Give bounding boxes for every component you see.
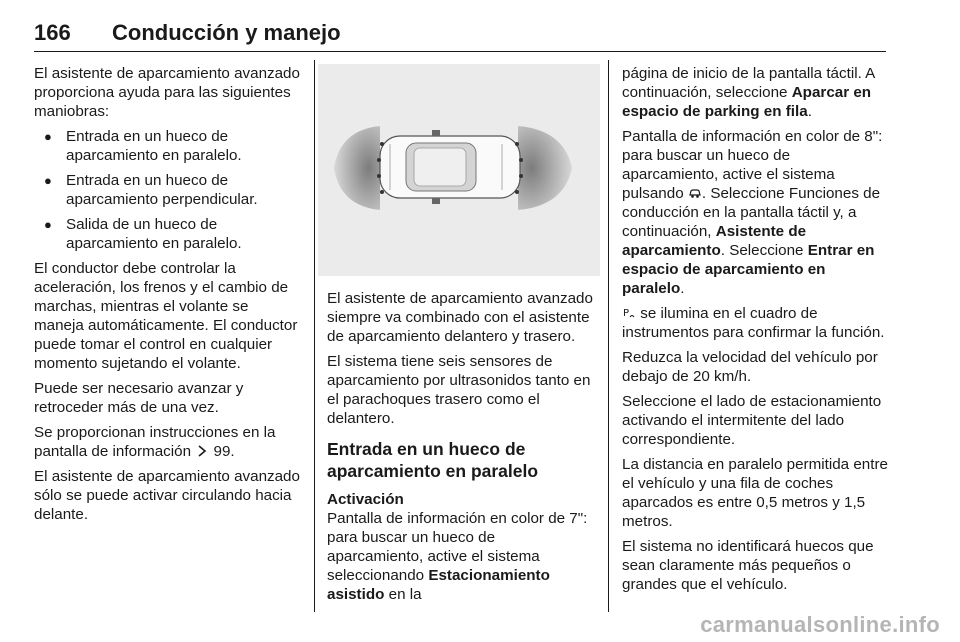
- car-top-view: [380, 130, 520, 204]
- activation-8in-paragraph: Pantalla de información en color de 8": para buscar un hueco de aparcamiento, active el sistema pulsando . Seleccione Funciones de conducción en la pantalla táctil y, a continuación, Asistente de aparcamiento. Seleccione Entrar en espacio de aparcamiento en paralelo.: [622, 128, 883, 297]
- menu-term: Estacionamiento asistido: [327, 567, 550, 603]
- combination-paragraph: El asistente de aparcamiento avanzado siempre va combinado con el asistente de aparcamiento delantero y trasero.: [327, 290, 593, 345]
- activation-continued-paragraph: página de inicio de la pantalla táctil. A continuación, seleccione Aparcar en espacio de parking en fila.: [622, 65, 875, 120]
- subsection-heading: Activación: [327, 491, 404, 508]
- section-heading: Entrada en un hueco de aparcamiento en paralelo: [327, 439, 539, 481]
- indicator-paragraph: P se ilumina en el cuadro de instrumentos para confirmar la función.: [622, 305, 885, 341]
- speed-paragraph: Reduzca la velocidad del vehículo por debajo de 20 km/h.: [622, 349, 878, 385]
- rear-sensor-zone: [334, 126, 380, 210]
- distance-paragraph: La distancia en paralelo permitida entre el vehículo y una fila de coches aparcados es entre 0,5 metros y 1,5 metros.: [622, 456, 888, 530]
- header-rule: [34, 51, 886, 52]
- column-divider-2: [608, 60, 609, 612]
- column-3: [622, 64, 890, 600]
- activation-condition-paragraph: El asistente de aparcamiento avanzado sólo se puede activar circulando hacia delante.: [34, 468, 300, 523]
- menu-term: Entrar en espacio de aparcamiento en paralelo: [622, 242, 875, 297]
- side-selection-paragraph: Seleccione el lado de estacionamiento activando el intermitente del lado correspondiente.: [622, 393, 882, 448]
- column-divider-1: [314, 60, 315, 612]
- maneuver-list: [34, 127, 300, 253]
- watermark: carmanualsonline.info: [700, 612, 940, 637]
- menu-term: Asistente de aparcamiento: [622, 223, 807, 259]
- front-sensor-zone: [518, 126, 572, 210]
- list-item: ● Salida de un hueco de aparcamiento en paralelo.: [34, 215, 300, 253]
- intro-paragraph: El asistente de aparcamiento avanzado proporciona ayuda para las siguientes maniobras:: [34, 65, 300, 120]
- page-number: 166: [34, 20, 71, 45]
- driver-control-paragraph: El conductor debe controlar la aceleración, los frenos y el cambio de marchas, mientras el volante se maneja automáticamente. El conductor puede tomar el control en cualquier momento sujetando el volante.: [34, 260, 298, 372]
- page-header: [34, 20, 886, 50]
- menu-term: Aparcar en espacio de parking en fila: [622, 84, 872, 120]
- car-settings-icon: [688, 186, 702, 200]
- arrow-ref-icon: [195, 444, 209, 458]
- parking-assist-icon: [622, 306, 636, 320]
- sensors-paragraph: El sistema tiene seis sensores de aparcamiento por ultrasonidos tanto en el parachoques trasero como el delantero.: [327, 353, 591, 427]
- parking-sensors-figure: [318, 64, 600, 276]
- activation-7in-paragraph: Pantalla de información en color de 7": para buscar un hueco de aparcamiento, active el sistema seleccionando Estacionamiento asistido en la: [327, 510, 588, 603]
- gap-size-paragraph: El sistema no identificará huecos que sean claramente más pequeños o grandes que el vehículo.: [622, 538, 874, 593]
- svg-text:P: P: [623, 308, 630, 319]
- column-1: [34, 64, 300, 530]
- column-2: [327, 289, 593, 610]
- page-reference-link[interactable]: 99.: [213, 443, 235, 460]
- list-item: ● Entrada en un hueco de aparcamiento perpendicular.: [34, 171, 300, 209]
- list-item: ● Entrada en un hueco de aparcamiento en paralelo.: [34, 127, 300, 165]
- page-title: Conducción y manejo: [112, 20, 341, 45]
- instructions-paragraph: Se proporcionan instrucciones en la pantalla de información 99.: [34, 424, 276, 460]
- maneuver-repeat-paragraph: Puede ser necesario avanzar y retroceder más de una vez.: [34, 380, 244, 416]
